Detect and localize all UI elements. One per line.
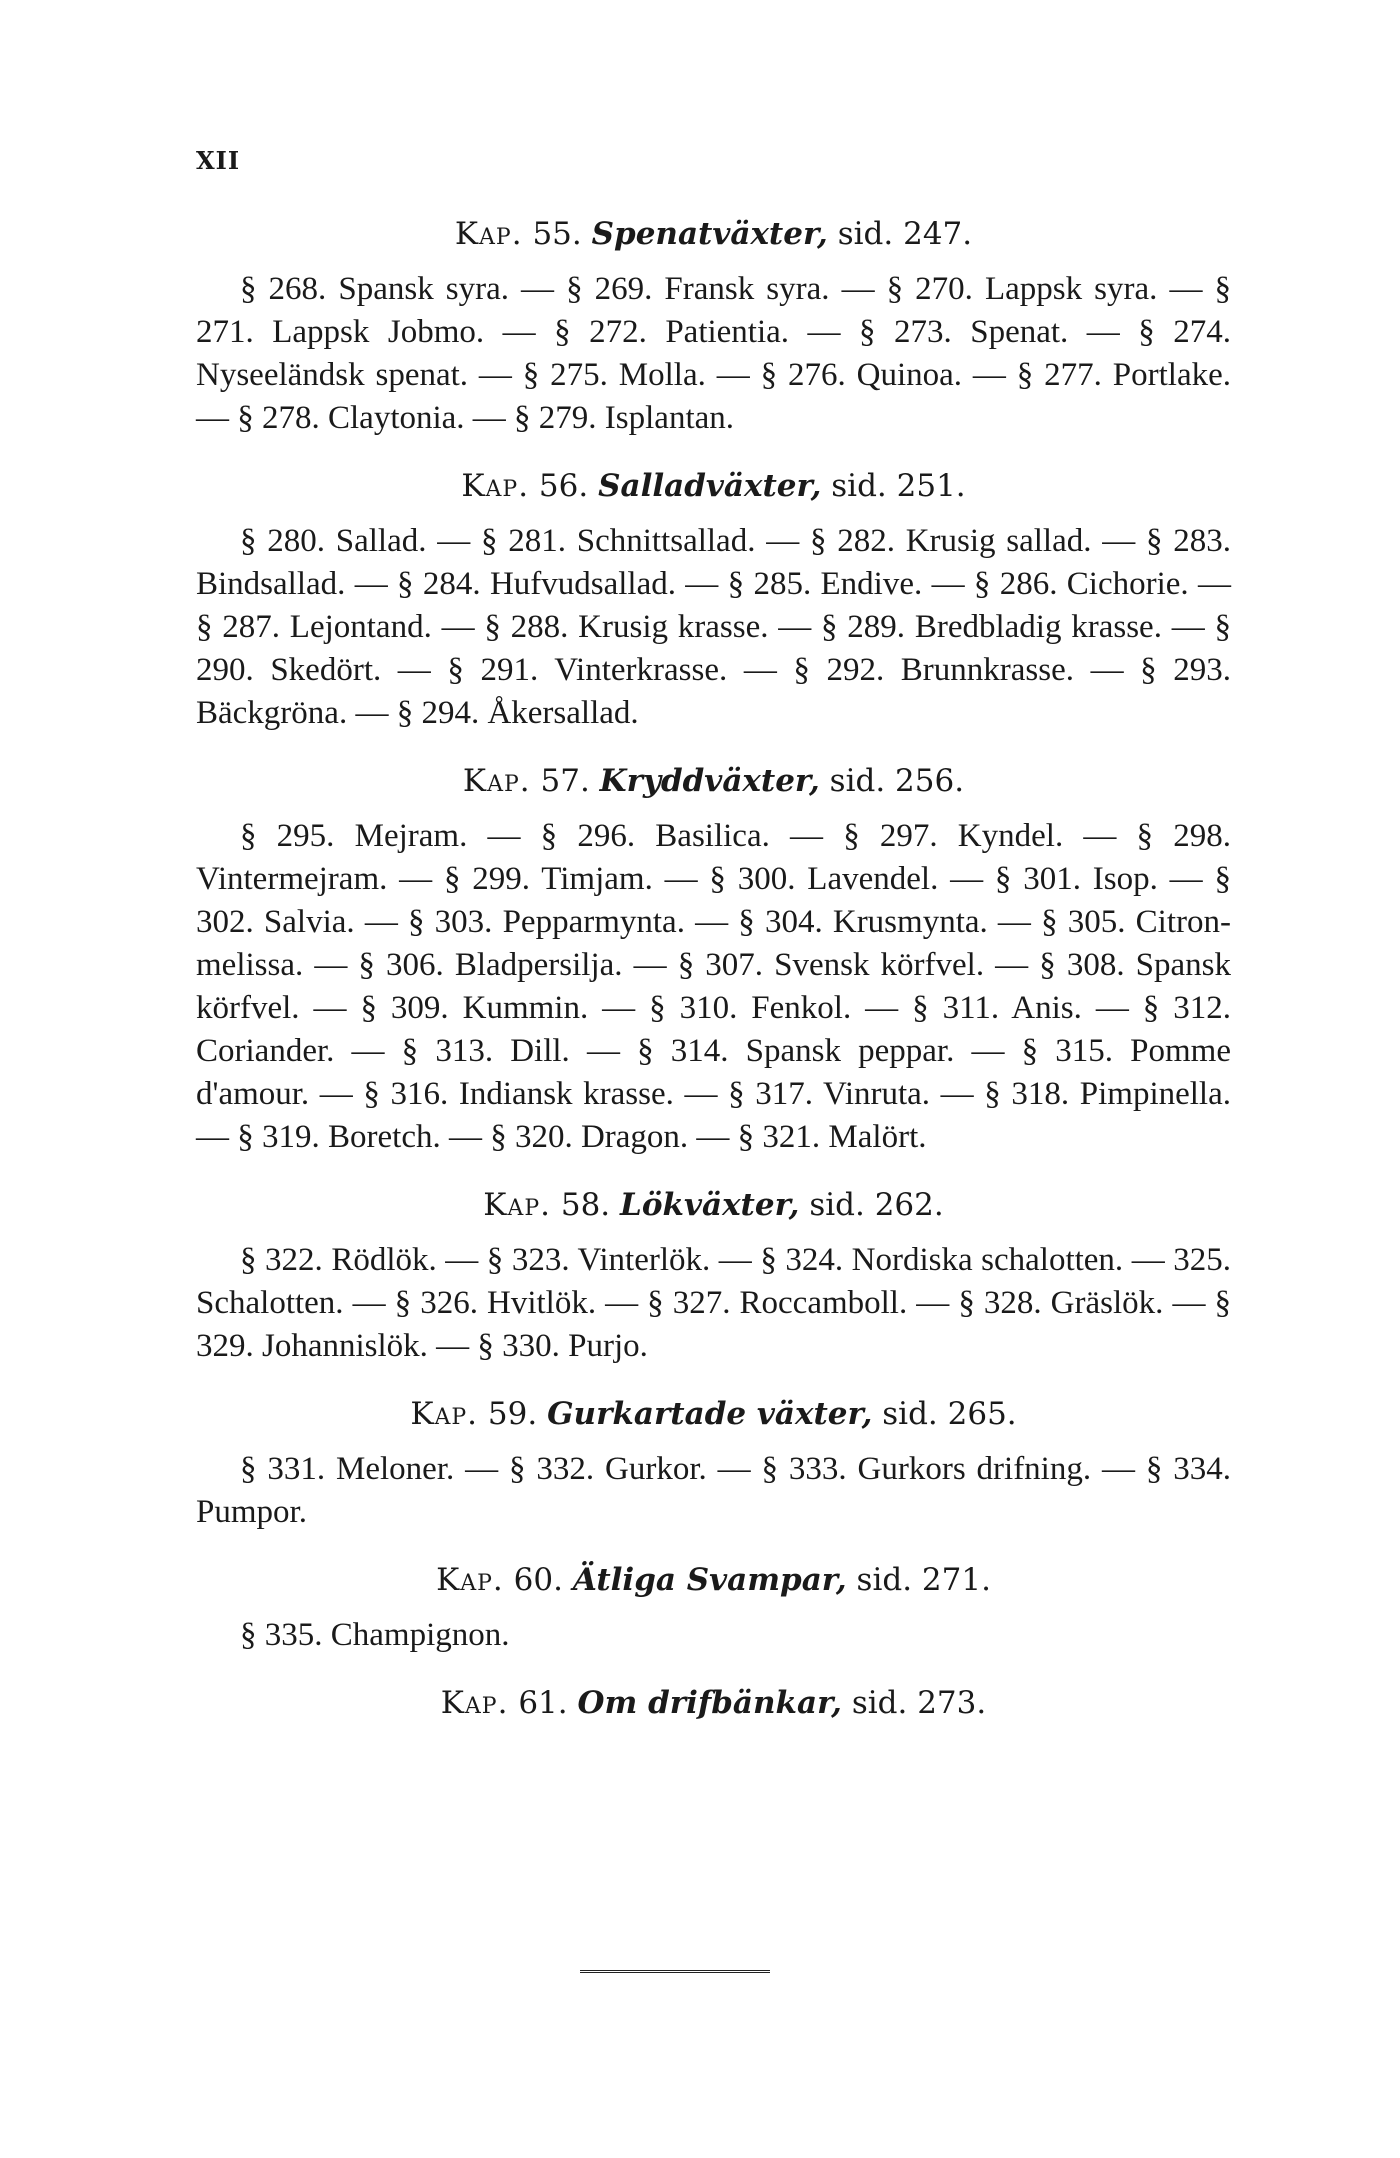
chapter-heading bbox=[196, 210, 1231, 258]
page-number: XII bbox=[196, 146, 241, 175]
chapter-page-ref: sid. 262. bbox=[809, 1187, 944, 1223]
chapter-title: Kryddväxter, bbox=[599, 763, 820, 799]
chapter-56 bbox=[196, 462, 1231, 735]
chapter-number: 57. bbox=[540, 763, 590, 799]
chapter-heading bbox=[196, 1390, 1231, 1438]
chapter-page-ref: sid. 273. bbox=[851, 1685, 987, 1721]
chapter-page-ref: sid. 271. bbox=[856, 1562, 991, 1598]
chapter-heading bbox=[196, 1181, 1231, 1229]
chapter-page-ref: sid. 256. bbox=[829, 763, 965, 799]
chapter-60 bbox=[196, 1556, 1231, 1657]
chapter-entries: § 280. Sallad. — § 281. Schnittsallad. — § 282. Krusig sallad. — § 283. Bindsallad. — § 284. Hufvudsallad. — § 285. Endive. — § 286. Cichorie. — § 287. Lejontand. — § 288. Krusig krasse. — § 289. Bredbladig krasse. — § 290. Skedört. — § 291. Vinterkrasse. — § 292. Brunnkrasse. — § 293. Bäckgröna. — § 294. Åkersallad. bbox=[196, 523, 1231, 731]
chapter-title: Lökväxter, bbox=[620, 1187, 800, 1223]
kap-label: Kap. bbox=[462, 763, 531, 799]
chapter-title: Om drifbänkar, bbox=[577, 1685, 842, 1721]
chapter-title: Gurkartade växter, bbox=[547, 1396, 873, 1432]
chapter-heading bbox=[196, 757, 1231, 805]
chapter-entries: § 335. Champignon. bbox=[240, 1617, 510, 1653]
closing-rule bbox=[580, 1970, 770, 1973]
chapter-title: Spenatväxter, bbox=[591, 216, 828, 252]
chapter-entries: § 331. Meloner. — § 332. Gurkor. — § 333. Gurkors drifning. — § 334. Pumpor. bbox=[196, 1451, 1231, 1530]
chapter-number: 55. bbox=[532, 216, 582, 252]
chapter-page-ref: sid. 247. bbox=[837, 216, 973, 252]
chapter-page-ref: sid. 265. bbox=[882, 1396, 1017, 1432]
kap-label: Kap. bbox=[461, 468, 530, 504]
chapter-entries: § 322. Rödlök. — § 323. Vinterlök. — § 324. Nordiska schalotten. — 325. Schalotten. — § 326. Hvitlök. — § 327. Roccamboll. — § 328. Gräslök. — § 329. Johannislök. — § 330. Purjo. bbox=[196, 1242, 1231, 1364]
table-of-contents bbox=[196, 210, 1231, 1749]
kap-label: Kap. bbox=[440, 1685, 509, 1721]
chapter-number: 60. bbox=[513, 1562, 563, 1598]
chapter-heading bbox=[196, 1679, 1231, 1727]
chapter-title: Ätliga Svampar, bbox=[572, 1562, 847, 1598]
chapter-number: 56. bbox=[538, 468, 589, 504]
chapter-page-ref: sid. 251. bbox=[831, 468, 966, 504]
kap-label: Kap. bbox=[410, 1396, 479, 1432]
chapter-58 bbox=[196, 1181, 1231, 1368]
chapter-number: 61. bbox=[518, 1685, 568, 1721]
chapter-entries: § 268. Spansk syra. — § 269. Fransk syra. — § 270. Lappsk syra. — § 271. Lappsk Jobmo. — § 272. Patientia. — § 273. Spenat. — § 274. Nyseeländsk spenat. — § 275. Molla. — § 276. Quinoa. — § 277. Portlake. — § 278. Claytonia. — § 279. Isplantan. bbox=[196, 271, 1231, 436]
chapter-number: 58. bbox=[560, 1187, 611, 1223]
chapter-heading bbox=[196, 1556, 1231, 1604]
chapter-number: 59. bbox=[487, 1396, 538, 1432]
chapter-entries: § 295. Mejram. — § 296. Basilica. — § 297. Kyndel. — § 298. Vintermejram. — § 299. Timjam. — § 300. Lavendel. — § 301. Isop. — § 302. Salvia. — § 303. Pepparmynta. — § 304. Krusmynta. — § 305. Citron-melissa. — § 306. Bladpersilja. — § 307. Svensk körfvel. — § 308. Spansk körfvel. — § 309. Kummin. — § 310. Fenkol. — § 311. Anis. — § 312. Coriander. — § 313. Dill. — § 314. Spansk peppar. — § 315. Pomme d'amour. — § 316. Indiansk krasse. — § 317. Vinruta. — § 318. Pimpinella. — § 319. Boretch. — § 320. Dragon. — § 321. Malört. bbox=[196, 818, 1231, 1155]
chapter-59 bbox=[196, 1390, 1231, 1534]
chapter-61 bbox=[196, 1679, 1231, 1727]
chapter-55 bbox=[196, 210, 1231, 440]
chapter-heading bbox=[196, 462, 1231, 510]
chapter-title: Salladväxter, bbox=[598, 468, 822, 504]
chapter-57 bbox=[196, 757, 1231, 1159]
kap-label: Kap. bbox=[483, 1187, 551, 1223]
kap-label: Kap. bbox=[454, 216, 523, 252]
kap-label: Kap. bbox=[436, 1562, 504, 1598]
